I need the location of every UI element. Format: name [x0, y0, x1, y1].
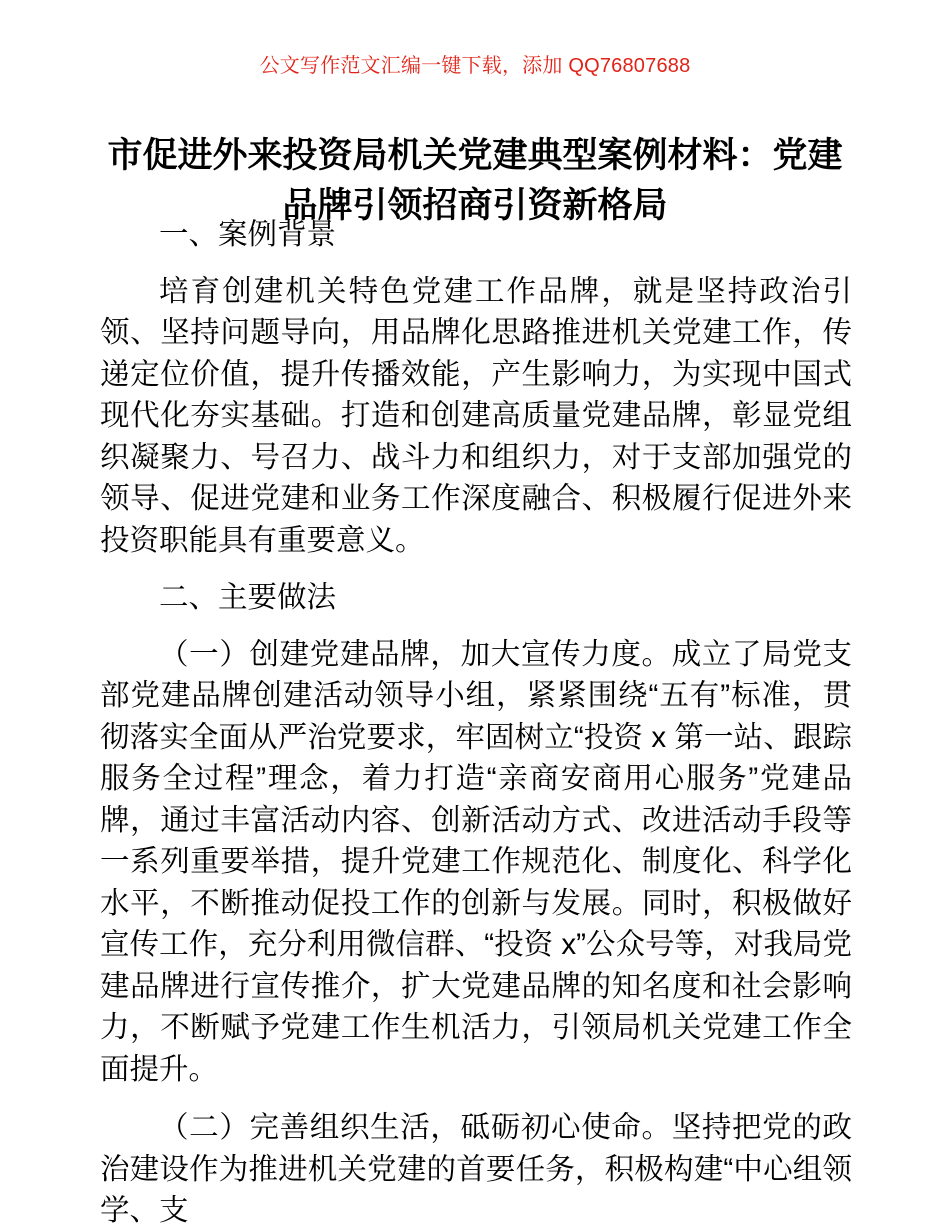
section-heading-1: 一、案例背景	[159, 218, 337, 251]
document-body	[100, 214, 852, 1230]
paragraph-measure-two: （二）完善组织生活，砥砺初心使命。坚持把党的政治建设作为推进机关党建的首要任务，积极构建“中心组领学、支	[100, 1111, 852, 1227]
paragraph-background: 培育创建机关特色党建工作品牌，就是坚持政治引领、坚持问题导向，用品牌化思路推进机关党建工作，传递定位价值，提升传播效能，产生影响力，为实现中国式现代化夯实基础。打造和创建高质量党建品牌，彰显党组织凝聚力、号召力、战斗力和组织力，对于支部加强党的领导、促进党建和业务工作深度融合、积极履行促进外来投资职能具有重要意义。	[100, 274, 852, 557]
spacer	[100, 1090, 852, 1107]
spacer	[100, 619, 852, 634]
section-heading-2: 二、主要做法	[159, 581, 337, 614]
paragraph-measure-one: （一）创建党建品牌，加大宣传力度。成立了局党支部党建品牌创建活动领导小组，紧紧围绕“五有”标准，贯彻落实全面从严治党要求，牢固树立“投资 x 第一站、跟踪服务全过程”理念，着力打造“亲商安商用心服务”党建品牌，通过丰富活动内容、创新活动方式、改进活动手段等一系列重要举措，提升党建工作规范化、制度化、科学化水平，不断推动促投工作的创新与发展。同时，积极做好宣传工作，充分利用微信群、“投资 x”公众号等，对我局党建品牌进行宣传推介，扩大党建品牌的知名度和社会影响力，不断赋予党建工作生机活力，引领局机关党建工作全面提升。	[100, 637, 852, 1086]
promo-header-text: 公文写作范文汇编一键下载，添加 QQ76807688	[259, 55, 691, 77]
document-title: 市促进外来投资局机关党建典型案例材料：党建品牌引领招商引资新格局	[107, 136, 843, 226]
spacer	[100, 561, 852, 577]
spacer	[100, 256, 852, 271]
